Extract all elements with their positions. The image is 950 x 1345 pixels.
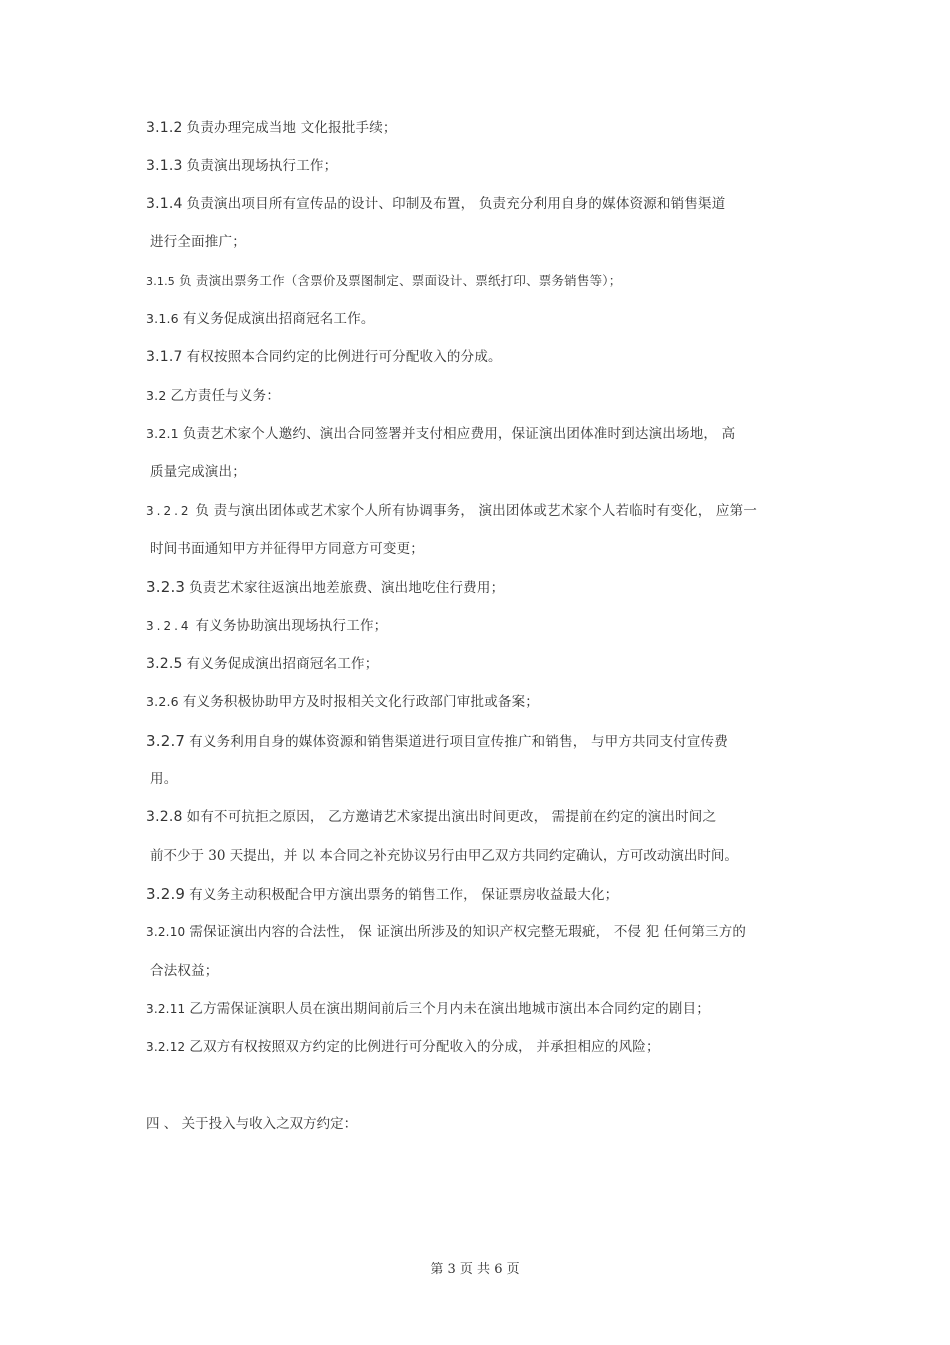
- clause-text: 前不少于 30 天提出，并 以 本合同之补充协议另行由甲乙双方共同约定确认，方可改动演出时间。: [150, 848, 738, 864]
- clause-3-2-3: [146, 577, 802, 598]
- clause-3-1-5: [146, 271, 802, 292]
- clause-3-2-1-continued: [146, 462, 802, 482]
- clause-3-1-2: [146, 118, 802, 138]
- clause-3-2-7: [146, 731, 802, 752]
- clause-number: 3.1.3: [146, 158, 183, 174]
- clause-text: 乙方责任与义务：: [170, 388, 281, 404]
- clause-number: 3.1.2: [146, 120, 183, 136]
- clause-3-2-9: [146, 884, 802, 905]
- clause-3-1-3: [146, 156, 802, 176]
- clause-text: 负责演出现场执行工作；: [186, 158, 338, 174]
- clause-3-1-6: [146, 309, 802, 329]
- clause-number: 3.2.5: [146, 656, 183, 672]
- clause-3-2-8: [146, 807, 802, 827]
- clause-text: 有义务促成演出招商冠名工作。: [182, 311, 375, 327]
- clause-3-2: [146, 386, 802, 406]
- clause-number: 3.1.6: [146, 311, 179, 326]
- clause-3-2-10: [146, 922, 802, 942]
- clause-number: 3.1.5: [146, 275, 175, 288]
- clause-text: 有权按照本合同约定的比例进行可分配收入的分成。: [186, 349, 502, 365]
- clause-3-2-4: [146, 616, 802, 636]
- clause-text: 如有不可抗拒之原因， 乙方邀请艺术家提出演出时间更改， 需提前在约定的演出时间之: [186, 809, 717, 825]
- clause-number: 3.2.6: [146, 694, 179, 709]
- clause-3-1-4: [146, 194, 802, 214]
- clause-3-1-4-continued: [146, 232, 802, 252]
- clause-text: 乙双方有权按照双方约定的比例进行可分配收入的分成， 并承担相应的风险；: [189, 1039, 660, 1055]
- clause-3-2-12: [146, 1037, 802, 1057]
- clause-3-2-10-continued: [146, 961, 802, 981]
- clause-text: 有义务协助演出现场执行工作；: [195, 618, 388, 634]
- clause-3-2-7-continued: [146, 769, 802, 789]
- clause-3-2-8-continued: [146, 846, 802, 866]
- clause-number: 3.2.8: [146, 809, 183, 825]
- clause-text: 乙方需保证演职人员在演出期间前后三个月内未在演出地城市演出本合同约定的剧目；: [189, 1001, 710, 1017]
- clause-text: 时间书面通知甲方并征得甲方同意方可变更；: [150, 541, 424, 557]
- clause-text: 有义务积极协助甲方及时报相关文化行政部门审批或备案；: [182, 694, 540, 710]
- clause-text: 负 责与演出团体或艺术家个人所有协调事务， 演出团体或艺术家个人若临时有变化， 应第一: [195, 503, 758, 519]
- clause-3-2-1: [146, 424, 802, 444]
- clause-number: 3.1.7: [146, 349, 183, 365]
- clause-number: 3.2: [146, 388, 167, 403]
- clause-text: 负责艺术家往返演出地差旅费、演出地吃住行费用；: [189, 580, 505, 596]
- clause-text: 进行全面推广；: [150, 234, 246, 250]
- clause-number: 3.2.9: [146, 885, 186, 903]
- section-heading: 四 、 关于投入与收入之双方约定：: [146, 1116, 358, 1132]
- clause-number: 3.2.7: [146, 732, 186, 750]
- clause-3-2-5: [146, 654, 802, 674]
- clause-number: 3.2.11: [146, 1002, 186, 1016]
- clause-text: 负责艺术家个人邀约、演出合同签署并支付相应费用，保证演出团体准时到达演出场地， 高: [182, 426, 736, 442]
- clause-number: 3.2.2: [146, 504, 192, 518]
- clause-text: 合法权益；: [150, 963, 219, 979]
- clause-text: 负 责演出票务工作（含票价及票图制定、票面设计、票纸打印、票务销售等）；: [179, 273, 622, 288]
- clause-text: 负责演出项目所有宣传品的设计、印制及布置， 负责充分利用自身的媒体资源和销售渠道: [186, 196, 726, 212]
- clause-number: 3.2.12: [146, 1040, 186, 1054]
- clause-text: 质量完成演出；: [150, 464, 246, 480]
- clause-text: 有义务促成演出招商冠名工作；: [186, 656, 379, 672]
- clause-text: 有义务主动积极配合甲方演出票务的销售工作， 保证票房收益最大化；: [189, 887, 619, 903]
- page-footer: 第 3 页 共 6 页: [430, 1262, 520, 1277]
- clause-3-2-11: [146, 999, 802, 1019]
- clause-text: 需保证演出内容的合法性， 保 证演出所涉及的知识产权完整无瑕疵， 不侵 犯 任何第三方的: [189, 924, 747, 940]
- clause-number: 3.2.10: [146, 925, 186, 939]
- clause-3-2-2: [146, 501, 802, 521]
- clause-number: 3.2.4: [146, 619, 192, 633]
- clause-number: 3.2.3: [146, 578, 186, 596]
- clause-text: 负责办理完成当地 文化报批手续；: [186, 120, 397, 136]
- clause-number: 3.2.1: [146, 426, 179, 441]
- clause-3-1-7: [146, 347, 802, 367]
- clause-number: 3.1.4: [146, 196, 183, 212]
- clause-3-2-6: [146, 692, 802, 712]
- clause-3-2-2-continued: [146, 539, 802, 559]
- clause-text: 用。: [150, 771, 178, 787]
- clause-text: 有义务利用自身的媒体资源和销售渠道进行项目宣传推广和销售， 与甲方共同支付宣传费: [189, 734, 728, 750]
